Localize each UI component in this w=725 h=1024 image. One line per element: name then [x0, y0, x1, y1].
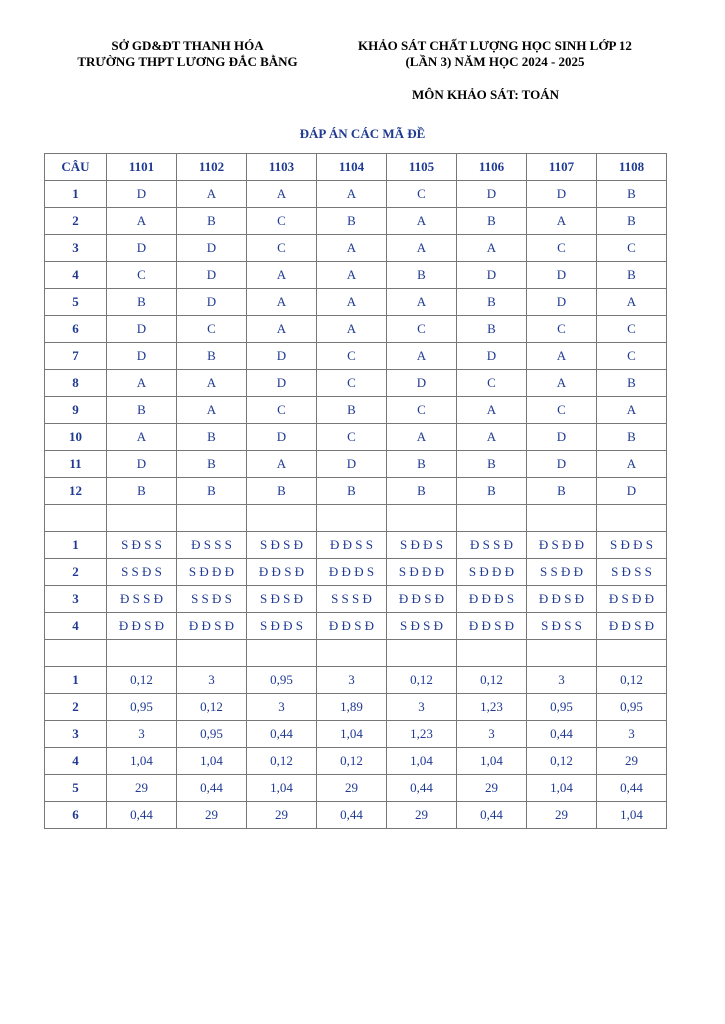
answer-cell: Đ Đ S Đ — [247, 559, 317, 586]
exam-year: (LẦN 3) NĂM HỌC 2024 - 2025 — [405, 54, 585, 69]
answer-cell: 0,44 — [597, 775, 667, 802]
table-row — [45, 424, 667, 451]
answer-cell: C — [597, 235, 667, 262]
answer-cell: 29 — [527, 802, 597, 829]
answer-cell: A — [177, 370, 247, 397]
question-number-cell: 6 — [45, 316, 107, 343]
column-header-code: 1104 — [317, 154, 387, 181]
answer-cell: S S Đ S — [177, 586, 247, 613]
answer-cell: 0,12 — [247, 748, 317, 775]
answer-cell: D — [457, 262, 527, 289]
answer-cell: C — [457, 370, 527, 397]
answer-cell: D — [177, 289, 247, 316]
answer-cell: D — [177, 262, 247, 289]
answer-cell — [597, 505, 667, 532]
answer-cell: 3 — [597, 721, 667, 748]
answer-cell: Đ S S S — [177, 532, 247, 559]
answer-cell: 0,44 — [317, 802, 387, 829]
answer-cell: D — [527, 289, 597, 316]
answer-cell: 29 — [597, 748, 667, 775]
answer-cell: A — [597, 289, 667, 316]
answer-cell: B — [387, 262, 457, 289]
answer-cell: Đ Đ S Đ — [317, 613, 387, 640]
department-name: SỞ GD&ĐT THANH HÓA — [111, 38, 264, 53]
question-number-cell — [45, 505, 107, 532]
answer-cell: B — [457, 451, 527, 478]
answer-cell: Đ Đ S Đ — [597, 613, 667, 640]
answer-cell — [597, 640, 667, 667]
column-header-code: 1108 — [597, 154, 667, 181]
answer-cell: C — [597, 316, 667, 343]
answer-cell: D — [107, 343, 177, 370]
answer-cell: 1,04 — [597, 802, 667, 829]
table-row — [45, 289, 667, 316]
table-header-row — [45, 154, 667, 181]
answer-cell: D — [177, 235, 247, 262]
question-number-cell: 1 — [45, 532, 107, 559]
question-number-cell: 5 — [45, 775, 107, 802]
answer-cell: A — [457, 235, 527, 262]
answer-cell — [107, 505, 177, 532]
answer-cell: C — [247, 208, 317, 235]
answer-cell: B — [597, 208, 667, 235]
answer-cell: A — [247, 262, 317, 289]
answer-cell: B — [527, 478, 597, 505]
answer-cell — [527, 505, 597, 532]
answer-cell: C — [247, 397, 317, 424]
answer-cell: S Đ S Đ — [387, 613, 457, 640]
answer-cell: 1,23 — [457, 694, 527, 721]
answer-cell: A — [527, 343, 597, 370]
answer-cell: B — [457, 478, 527, 505]
answer-cell: 0,12 — [597, 667, 667, 694]
answer-cell: 0,95 — [107, 694, 177, 721]
answer-cell: D — [597, 478, 667, 505]
question-number-cell: 2 — [45, 559, 107, 586]
answer-cell: C — [317, 370, 387, 397]
question-number-cell: 3 — [45, 586, 107, 613]
answer-cell: A — [597, 451, 667, 478]
answer-cell: B — [457, 316, 527, 343]
answer-cell: D — [527, 262, 597, 289]
answer-cell: B — [457, 208, 527, 235]
exam-subject: MÔN KHẢO SÁT: TOÁN — [412, 87, 559, 102]
answer-cell: A — [387, 235, 457, 262]
answer-cell: 0,95 — [597, 694, 667, 721]
page-title: ĐÁP ÁN CÁC MÃ ĐỀ — [299, 126, 426, 141]
answer-cell — [177, 505, 247, 532]
answer-cell: S S Đ Đ — [527, 559, 597, 586]
answer-cell: D — [107, 316, 177, 343]
question-number-cell: 7 — [45, 343, 107, 370]
answer-cell: S Đ S S — [597, 559, 667, 586]
school-name: TRƯỜNG THPT LƯƠNG ĐẮC BẰNG — [77, 54, 298, 69]
answer-cell: 1,04 — [457, 748, 527, 775]
answer-cell: Đ Đ Đ S — [457, 586, 527, 613]
answer-cell: B — [107, 289, 177, 316]
table-row — [45, 748, 667, 775]
answer-cell: A — [247, 316, 317, 343]
answer-cell: D — [387, 370, 457, 397]
table-row — [45, 640, 667, 667]
answer-cell: A — [177, 397, 247, 424]
answer-cell: 0,44 — [527, 721, 597, 748]
question-number-cell: 4 — [45, 748, 107, 775]
answer-cell: 29 — [107, 775, 177, 802]
answer-cell: D — [457, 343, 527, 370]
answer-cell — [177, 640, 247, 667]
answer-cell: D — [247, 424, 317, 451]
answer-cell: B — [247, 478, 317, 505]
answer-cell: B — [597, 424, 667, 451]
answer-cell: A — [527, 208, 597, 235]
answer-cell: 0,95 — [247, 667, 317, 694]
table-row — [45, 694, 667, 721]
answer-cell — [457, 505, 527, 532]
answer-table — [44, 153, 667, 829]
answer-cell: A — [387, 289, 457, 316]
answer-cell: 0,44 — [247, 721, 317, 748]
answer-cell: 0,12 — [527, 748, 597, 775]
answer-cell: A — [387, 424, 457, 451]
answer-cell: Đ Đ S Đ — [527, 586, 597, 613]
answer-cell: 3 — [387, 694, 457, 721]
table-row — [45, 262, 667, 289]
answer-cell: C — [527, 316, 597, 343]
school-header — [40, 38, 335, 70]
answer-cell — [387, 505, 457, 532]
answer-cell: Đ S S Đ — [457, 532, 527, 559]
answer-cell: Đ S S Đ — [107, 586, 177, 613]
answer-cell: D — [107, 451, 177, 478]
answer-cell: 1,04 — [317, 721, 387, 748]
question-number-cell: 4 — [45, 613, 107, 640]
answer-cell: 1,04 — [527, 775, 597, 802]
answer-cell: B — [597, 181, 667, 208]
answer-cell: D — [247, 343, 317, 370]
answer-cell: 1,04 — [177, 748, 247, 775]
answer-cell: D — [457, 181, 527, 208]
answer-cell — [527, 640, 597, 667]
answer-cell: Đ Đ S S — [317, 532, 387, 559]
answer-cell: D — [317, 451, 387, 478]
answer-cell: 29 — [177, 802, 247, 829]
answer-cell: 0,12 — [107, 667, 177, 694]
answer-cell: 0,95 — [177, 721, 247, 748]
table-row — [45, 532, 667, 559]
answer-cell: S S S Đ — [317, 586, 387, 613]
answer-cell: D — [247, 370, 317, 397]
answer-cell: 29 — [247, 802, 317, 829]
answer-cell: C — [387, 181, 457, 208]
answer-cell: B — [177, 343, 247, 370]
answer-cell: 3 — [457, 721, 527, 748]
answer-cell: B — [177, 451, 247, 478]
answer-cell: 0,12 — [387, 667, 457, 694]
question-number-cell: 4 — [45, 262, 107, 289]
column-header-code: 1101 — [107, 154, 177, 181]
answer-cell: C — [387, 316, 457, 343]
answer-cell: 0,44 — [457, 802, 527, 829]
table-row — [45, 370, 667, 397]
column-header-code: 1105 — [387, 154, 457, 181]
answer-cell: 3 — [527, 667, 597, 694]
answer-cell: 1,04 — [387, 748, 457, 775]
answer-cell: D — [527, 181, 597, 208]
table-row — [45, 208, 667, 235]
question-number-cell: 8 — [45, 370, 107, 397]
answer-cell: B — [597, 262, 667, 289]
column-header-question: CÂU — [45, 154, 107, 181]
table-row — [45, 505, 667, 532]
answer-cell: D — [107, 181, 177, 208]
answer-cell: B — [387, 451, 457, 478]
answer-cell: A — [247, 289, 317, 316]
answer-cell: C — [597, 343, 667, 370]
table-row — [45, 559, 667, 586]
answer-cell: B — [107, 397, 177, 424]
answer-cell: C — [317, 424, 387, 451]
answer-cell: B — [317, 208, 387, 235]
answer-cell: A — [457, 424, 527, 451]
answer-cell: S Đ Đ S — [387, 532, 457, 559]
question-number-cell: 9 — [45, 397, 107, 424]
answer-cell: Đ S Đ Đ — [527, 532, 597, 559]
table-row — [45, 316, 667, 343]
answer-cell: 3 — [107, 721, 177, 748]
answer-cell: S Đ Đ Đ — [457, 559, 527, 586]
answer-cell: A — [247, 181, 317, 208]
answer-cell: A — [317, 262, 387, 289]
answer-cell: C — [247, 235, 317, 262]
answer-cell: B — [177, 424, 247, 451]
question-number-cell: 12 — [45, 478, 107, 505]
answer-cell: A — [527, 370, 597, 397]
answer-cell: B — [387, 478, 457, 505]
answer-cell: S S Đ S — [107, 559, 177, 586]
answer-cell: 1,23 — [387, 721, 457, 748]
answer-cell: 0,95 — [527, 694, 597, 721]
exam-name: KHẢO SÁT CHẤT LƯỢNG HỌC SINH LỚP 12 — [358, 38, 632, 53]
answer-cell: B — [317, 397, 387, 424]
table-row — [45, 235, 667, 262]
answer-cell — [317, 640, 387, 667]
answer-cell: 1,04 — [247, 775, 317, 802]
answer-cell: A — [177, 181, 247, 208]
answer-cell: B — [597, 370, 667, 397]
answer-cell: B — [317, 478, 387, 505]
answer-cell: 0,44 — [387, 775, 457, 802]
answer-cell: Đ Đ S Đ — [457, 613, 527, 640]
answer-cell: S Đ Đ Đ — [177, 559, 247, 586]
answer-cell: B — [177, 478, 247, 505]
answer-cell: 1,89 — [317, 694, 387, 721]
answer-cell: A — [107, 424, 177, 451]
answer-cell — [247, 640, 317, 667]
answer-cell: A — [317, 235, 387, 262]
answer-cell — [247, 505, 317, 532]
exam-header — [335, 38, 655, 70]
answer-cell: S Đ S S — [527, 613, 597, 640]
answer-cell: A — [317, 316, 387, 343]
answer-cell: A — [387, 208, 457, 235]
answer-cell: D — [527, 424, 597, 451]
question-number-cell: 2 — [45, 694, 107, 721]
table-row — [45, 181, 667, 208]
answer-cell — [457, 640, 527, 667]
answer-cell: S Đ Đ S — [597, 532, 667, 559]
answer-cell: S Đ S S — [107, 532, 177, 559]
answer-cell: S Đ S Đ — [247, 586, 317, 613]
answer-cell: Đ Đ S Đ — [387, 586, 457, 613]
answer-cell: A — [317, 181, 387, 208]
answer-cell: 0,12 — [457, 667, 527, 694]
answer-cell: 1,04 — [107, 748, 177, 775]
answer-cell: B — [107, 478, 177, 505]
table-row — [45, 613, 667, 640]
answer-cell: A — [317, 289, 387, 316]
answer-cell: C — [527, 235, 597, 262]
answer-cell: S Đ Đ S — [247, 613, 317, 640]
column-header-code: 1102 — [177, 154, 247, 181]
answer-cell: 29 — [317, 775, 387, 802]
answer-cell — [107, 640, 177, 667]
answer-cell: Đ Đ S Đ — [177, 613, 247, 640]
answer-cell: C — [177, 316, 247, 343]
answer-cell: A — [457, 397, 527, 424]
answer-cell: A — [387, 343, 457, 370]
table-row — [45, 451, 667, 478]
table-row — [45, 667, 667, 694]
table-row — [45, 586, 667, 613]
table-row — [45, 343, 667, 370]
question-number-cell — [45, 640, 107, 667]
answer-cell — [387, 640, 457, 667]
answer-cell: 0,12 — [177, 694, 247, 721]
answer-cell: 0,44 — [107, 802, 177, 829]
answer-cell: 29 — [387, 802, 457, 829]
question-number-cell: 1 — [45, 667, 107, 694]
question-number-cell: 11 — [45, 451, 107, 478]
answer-cell: D — [107, 235, 177, 262]
answer-cell: C — [317, 343, 387, 370]
question-number-cell: 3 — [45, 235, 107, 262]
answer-cell: C — [527, 397, 597, 424]
column-header-code: 1103 — [247, 154, 317, 181]
answer-cell: A — [247, 451, 317, 478]
table-row — [45, 397, 667, 424]
answer-cell: 0,12 — [317, 748, 387, 775]
answer-cell: C — [387, 397, 457, 424]
table-row — [45, 802, 667, 829]
question-number-cell: 6 — [45, 802, 107, 829]
answer-cell: 3 — [247, 694, 317, 721]
answer-cell: D — [527, 451, 597, 478]
question-number-cell: 2 — [45, 208, 107, 235]
question-number-cell: 1 — [45, 181, 107, 208]
answer-cell: 3 — [317, 667, 387, 694]
question-number-cell: 10 — [45, 424, 107, 451]
answer-cell: S Đ S Đ — [247, 532, 317, 559]
table-row — [45, 478, 667, 505]
answer-cell: Đ Đ S Đ — [107, 613, 177, 640]
answer-cell — [317, 505, 387, 532]
question-number-cell: 3 — [45, 721, 107, 748]
table-row — [45, 721, 667, 748]
answer-cell: B — [177, 208, 247, 235]
answer-cell: A — [597, 397, 667, 424]
answer-cell: C — [107, 262, 177, 289]
answer-cell: 29 — [457, 775, 527, 802]
answer-cell: 3 — [177, 667, 247, 694]
question-number-cell: 5 — [45, 289, 107, 316]
table-row — [45, 775, 667, 802]
column-header-code: 1107 — [527, 154, 597, 181]
answer-cell: B — [457, 289, 527, 316]
answer-cell: A — [107, 208, 177, 235]
answer-cell: 0,44 — [177, 775, 247, 802]
answer-cell: S Đ Đ Đ — [387, 559, 457, 586]
answer-cell: Đ S Đ Đ — [597, 586, 667, 613]
answer-cell: Đ Đ Đ S — [317, 559, 387, 586]
column-header-code: 1106 — [457, 154, 527, 181]
answer-cell: A — [107, 370, 177, 397]
